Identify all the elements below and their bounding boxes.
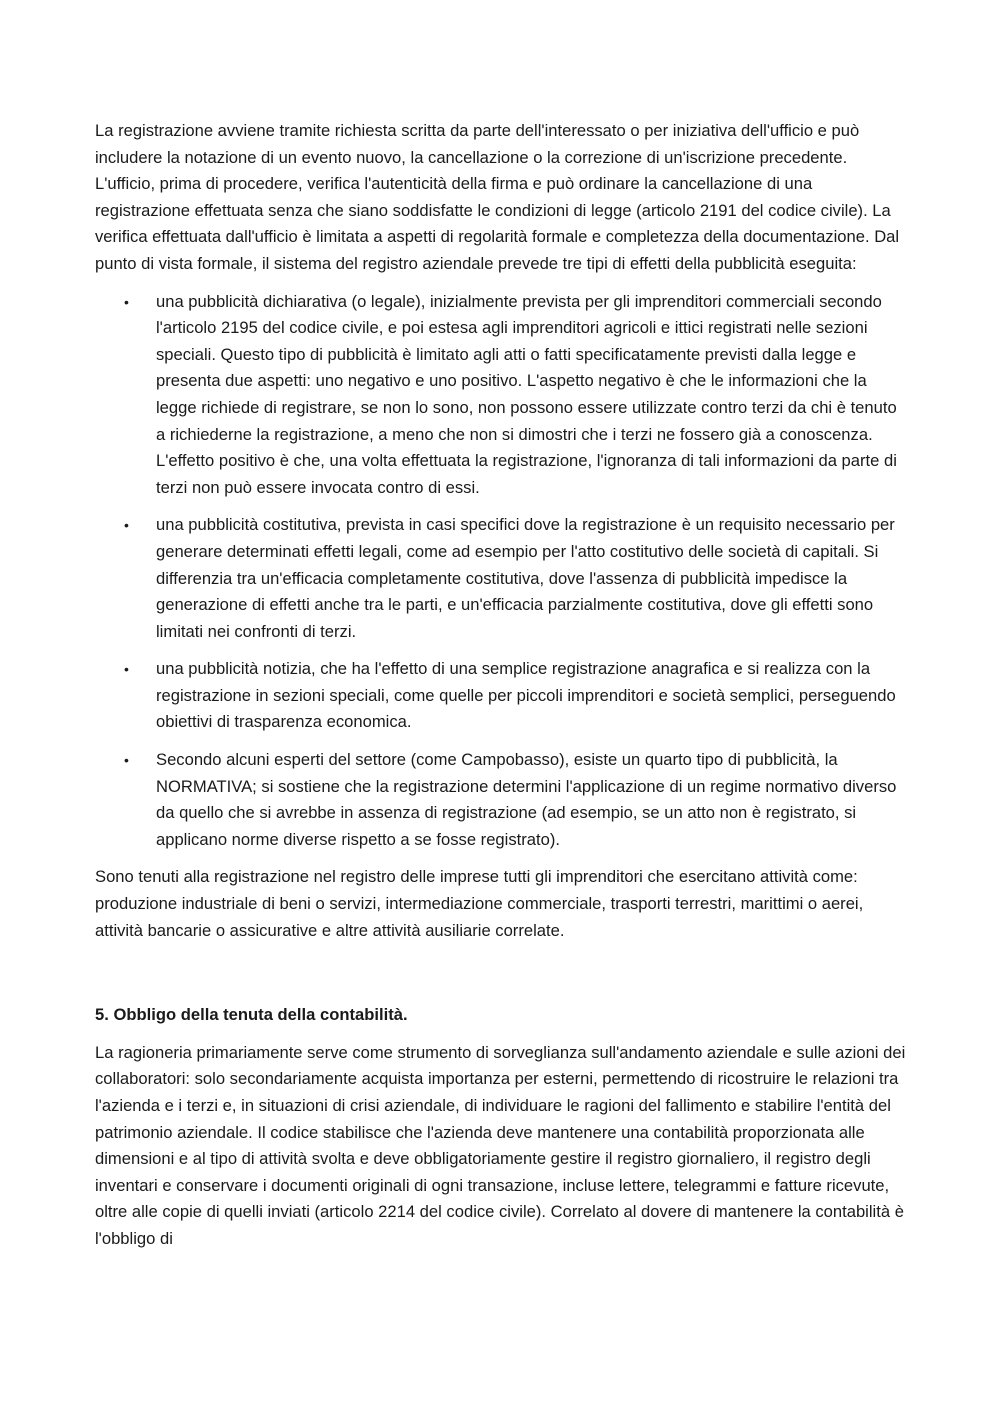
publicity-effects-list — [95, 289, 907, 854]
list-item-text: una pubblicità dichiarativa (o legale), inizialmente prevista per gli imprenditori commerciali secondo l'articolo 2195 del codice civile, e poi estesa agli imprenditori agricoli e ittici registrati nelle sezioni speciali. Questo tipo di pubblicità è limitato agli atti o fatti specificatamente previsti dalla legge e presenta due aspetti: uno negativo e uno positivo. L'aspetto negativo è che le informazioni che la legge richiede di registrare, se non lo sono, non possono essere utilizzate contro terzi da chi è tenuto a richiederne la registrazione, a meno che non si dimostri che i terzi ne fossero già a conoscenza. L'effetto positivo è che, una volta effettuata la registrazione, l'ignoranza di tali informazioni da parte di terzi non può essere invocata contro di essi. — [156, 291, 897, 497]
bullet-icon: • — [124, 517, 129, 534]
list-item-text: Secondo alcuni esperti del settore (come Campobasso), esiste un quarto tipo di pubblicità, la NORMATIVA; si sostiene che la registrazione determini l'applicazione di un regime normativo diverso da quello che si avrebbe in assenza di registrazione (ad esempio, se un atto non è registrato, si applicano norme diverse rispetto a se fosse registrato). — [156, 750, 897, 849]
list-item-text: una pubblicità notizia, che ha l'effetto di una semplice registrazione anagrafica e si realizza con la registrazione in sezioni speciali, come quelle per piccoli imprenditori e società semplici, perseguendo obiettivi di trasparenza economica. — [156, 659, 896, 732]
accounting-paragraph: La ragioneria primariamente serve come strumento di sorveglianza sull'andamento aziendale e sulle azioni dei collaboratori: solo secondariamente acquista importanza per esterni, permettendo di ricostruire le relazioni tra l'azienda e i terzi e, in situazioni di crisi aziendale, di individuare le ragioni del fallimento e stabilire l'entità del patrimonio aziendale. Il codice stabilisce che l'azienda deve mantenere una contabilità proporzionata alle dimensioni e al tipo di attività svolta e deve obbligatoriamente gestire il registro giornaliero, il registro degli inventari e conservare i documenti originali di ogni transazione, incluse lettere, telegrammi e fatture ricevute, oltre alle copie di quelli inviati (articolo 2214 del codice civile). Correlato al dovere di mantenere la contabilità è l'obbligo di — [95, 1042, 906, 1248]
list-item — [124, 747, 907, 853]
registration-obligation-paragraph: Sono tenuti alla registrazione nel registro delle imprese tutti gli imprenditori che esercitano attività come: produzione industriale di beni o servizi, intermediazione commerciale, trasporti terrestri, marittimi o aerei, attività bancarie o assicurative e altre attività ausiliarie correlate. — [95, 867, 864, 940]
intro-paragraph: La registrazione avviene tramite richiesta scritta da parte dell'interessato o per iniziativa dell'ufficio e può includere la notazione di un evento nuovo, la cancellazione o la correzione di un'iscrizione precedente. L'ufficio, prima di procedere, verifica l'autenticità della firma e può ordinare la cancellazione di una registrazione effettuata senza che siano soddisfatte le condizioni di legge (articolo 2191 del codice civile). La verifica effettuata dall'ufficio è limitata a aspetti di regolarità formale e completezza della documentazione. Dal punto di vista formale, il sistema del registro aziendale prevede tre tipi di effetti della pubblicità eseguita: — [95, 121, 900, 273]
bullet-icon: • — [124, 752, 129, 769]
section-heading: 5. Obbligo della tenuta della contabilità. — [95, 1005, 408, 1025]
bullet-icon: • — [124, 293, 129, 310]
document-page — [95, 118, 907, 1253]
list-item — [124, 289, 907, 502]
list-item — [124, 512, 907, 645]
list-item-text: una pubblicità costitutiva, prevista in casi specifici dove la registrazione è un requisito necessario per generare determinati effetti legali, come ad esempio per l'atto costitutivo delle società di capitali. Si differenzia tra un'efficacia completamente costitutiva, dove l'assenza di pubblicità impedisce la generazione di effetti anche tra le parti, e un'efficacia parzialmente costitutiva, dove gli effetti sono limitati nei confronti di terzi. — [156, 515, 895, 641]
list-item — [124, 656, 907, 736]
bullet-icon: • — [124, 661, 129, 678]
